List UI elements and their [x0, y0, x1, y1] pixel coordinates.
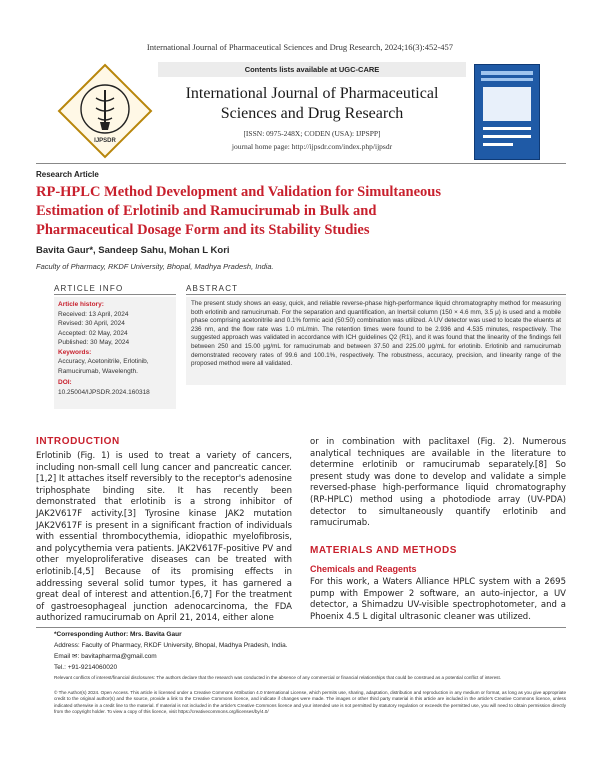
accepted-date: Accepted: 02 May, 2024	[58, 329, 128, 337]
journal-title	[160, 84, 464, 124]
journal-homepage[interactable]: journal home page: http://ijpsdr.com/index.php/ijpsdr	[231, 142, 393, 151]
affiliation: Faculty of Pharmacy, RKDF University, Bhopal, Madhya Pradesh, India.	[36, 262, 274, 271]
article-info-panel	[54, 297, 176, 409]
journal-cover-image	[474, 64, 540, 160]
journal-title-line1: International Journal of Pharmaceutical	[185, 85, 439, 102]
abstract-rule	[186, 294, 566, 295]
article-title-line1: RP-HPLC Method Development and Validation for Simultaneous	[36, 184, 441, 200]
doi-value[interactable]: 10.25004/IJPSDR.2024.160318	[58, 388, 150, 396]
article-title-line3: Pharmaceutical Dosage Form and its Stability Studies	[36, 222, 370, 238]
abstract-heading: ABSTRACT	[186, 284, 239, 293]
running-head: International Journal of Pharmaceutical Sciences and Drug Research, 2024;16(3):452-457	[146, 42, 454, 52]
doi-label: DOI:	[58, 379, 72, 386]
keywords-line1: Accuracy, Acetonitrile, Erlotinib,	[58, 358, 149, 365]
keywords-label: Keywords:	[58, 348, 92, 356]
materials-text: For this work, a Waters Alliance HPLC system with a 2695 pump with Empower 2 software, an auto-injector, a UV detector, a Shimadzu UV-visible spectrophotometer, and a Phoenix 4.5 L digital ultrasonic cleaner was utilized.	[310, 577, 566, 622]
authors: Bavita Gaur*, Sandeep Sahu, Mohan L Kori	[36, 245, 230, 256]
footer-rule	[36, 627, 566, 628]
author-email[interactable]: Email ✉: bavitapharma@gmail.com	[54, 653, 157, 660]
author-address: Address: Faculty of Pharmacy, RKDF University, Bhopal, Madhya Pradesh, India.	[54, 642, 288, 649]
journal-title-line2: Sciences and Drug Research	[220, 105, 404, 122]
conflict-disclosure: Relevant conflicts of interest/financial disclosures: The authors declare that the research was conducted in the absence of any commercial or financial relationships that could be construed as a potential conflict of interest.	[54, 675, 502, 680]
article-type: Research Article	[36, 170, 99, 179]
contents-banner: Contents lists available at UGC-CARE	[158, 62, 466, 77]
author-tel: Tel.: +91-9214060020	[54, 664, 118, 671]
journal-logo	[56, 62, 154, 160]
license-statement: © The Author(s) 2024. Open Access. This article is licensed under a Creative Commons Attribution 4.0 International License, which permits use, sharing, adaptation, distribution and reproduction in any medium or format, as long as you give appropriate credit to the original author(s) and the source, provide a link to the Creative Commons licence, and indicate if changes were made. The images or other third party material in this article are included in the article's Creative Commons licence, unless indicated otherwise in a credit line to the material. If material is not included in the article's Creative Commons licence and your intended use is not permitted by statutory regulation or exceeds the permitted use, you will need to obtain permission directly from the copyright holder. To view a copy of this licence, visit https://creativecommons.org/licenses/by/4.0/	[54, 690, 566, 714]
materials-heading: MATERIALS AND METHODS	[310, 545, 458, 556]
received-date: Received: 13 April, 2024	[58, 310, 129, 318]
history-label: Article history:	[58, 301, 104, 308]
article-info-rule	[54, 294, 176, 295]
published-date: Published: 30 May, 2024	[58, 339, 130, 346]
article-title-line2: Estimation of Erlotinib and Ramucirumab in Bulk and	[36, 203, 377, 219]
abstract-text: The present study shows an easy, quick, and reliable reverse-phase high-performance liquid chromatography method for measuring both erlotinib and ramucirumab. For the separation and quantification, an Inertsil column (150 × 4.6 mm, 3.5 μ) is used and a mobile phase comprising acetonitrile and 0.1% formic acid (50:50) combination was utilized. A UV detector was used to locate the eluents at 236 nm, and the flow rate was 1.0 mL/min. The retention times were found to be 2.936 and 4.535 minutes, respectively. The suggested approach was validated in accordance with ICH guidelines Q2 (R1), and it was found that the linearity of the findings fell between 250 and 15.00 μg/mL for ramucirumab and between 37.50 and 225.00 μg/mL for erlotinib. Erlotinib and ramucirumab demonstrated recovery rates of 99.6 and 100.1%, respectively. The robustness, accuracy, precision, and linearity range of the proposed method were all validated.	[186, 297, 566, 385]
masthead-rule	[36, 163, 566, 164]
chemicals-subheading: Chemicals and Reagents	[310, 564, 417, 574]
corresponding-author: *Corresponding Author: Mrs. Bavita Gaur	[54, 631, 182, 638]
introduction-heading: INTRODUCTION	[36, 436, 120, 447]
issn-line: [ISSN: 0975-248X; CODEN (USA): IJPSPP]	[243, 129, 381, 138]
introduction-right-column: or in combination with paclitaxel (Fig. 2). Numerous analytical techniques are available in the literature to determine erlotinib or ramucirumab separately.[8] So present study was done to develop and validate a simple reversed-phase high-performance liquid chromatography (RP-HPLC) method using a photodiode array (UV-PDA) detector to simultaneously quantify erlotinib and ramucirumab.	[310, 437, 566, 529]
keywords-line2: Ramucirumab, Wavelength.	[58, 367, 138, 375]
article-info-heading: ARTICLE INFO	[54, 284, 124, 293]
introduction-left-column: Erlotinib (Fig. 1) is used to treat a variety of cancers, including non-small cell lung cancer and pancreatic cancer.[1,2] It attaches itself reversibly to the receptor's adenosine triphosphate binding site. It has recently been demonstrated that erlotinib is a strong inhibitor of JAK2V617F activity.[3] Tyrosine kinase JAK2 mutation JAK2V617F is present in a significant fraction of individuals with essential thrombocythemia, idiopathic myelofibrosis, and polycythemia vera patients. JAK2V617F-positive PV and other myeloproliferative diseases can be treated with erlotinib.[4,5] Because of its promising effects in addressing several solid tumor types, it has garnered a great deal of interest and attention.[6,7] For the treatment of gastroesophageal junction adenocarcinoma, the FDA authorized ramucirumab on April 21, 2014, either alone	[36, 451, 292, 624]
revised-date: Revised: 30 April, 2024	[58, 320, 125, 327]
logo-text: IJPSDR	[94, 138, 116, 144]
article-title	[36, 183, 566, 240]
